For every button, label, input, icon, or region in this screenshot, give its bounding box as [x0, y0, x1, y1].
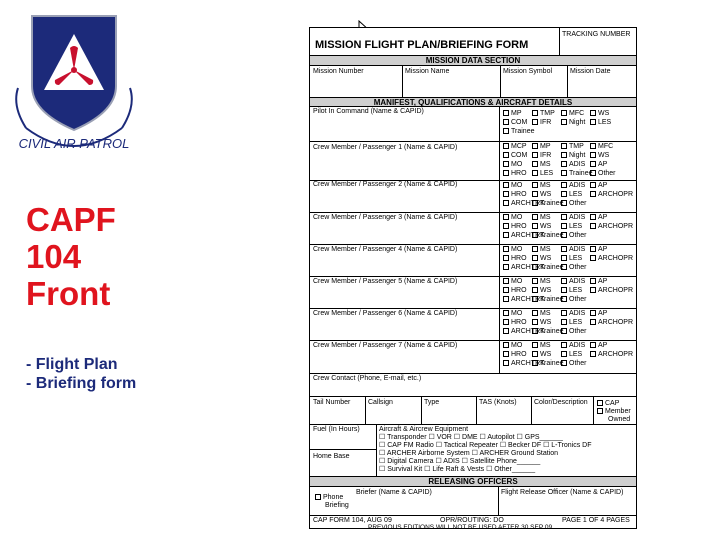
qualification-checkboxes [502, 142, 616, 178]
qualification-label: HRO [511, 223, 527, 230]
qualification-label: IFR [540, 152, 552, 159]
checkbox-icon[interactable] [503, 296, 509, 302]
qualification-checkboxes [502, 213, 633, 240]
qualification-label: ARCHTRK [511, 296, 545, 303]
qualification-label: Night [569, 119, 586, 126]
equipment-row: ☐ ARCHER Airborne System ☐ ARCHER Ground Station [379, 450, 559, 457]
qualification-label: ADIS [569, 278, 586, 285]
manifest-section-header: MANIFEST, QUALIFICATIONS & AIRCRAFT DETAILS [310, 97, 636, 107]
tracking-number-label: TRACKING NUMBER [562, 31, 631, 38]
qualification-label: ARCHOPR [598, 191, 634, 198]
mission-symbol-label: Mission Symbol [503, 68, 553, 75]
qualification-label: ARCHOPR [598, 255, 634, 262]
civil-air-patrol-logo [8, 8, 140, 160]
qualification-label: Other [569, 360, 587, 367]
qualification-label: MO [511, 246, 523, 253]
qualification-row [502, 231, 633, 240]
qualification-label: MS [540, 246, 551, 253]
qualification-label: ARCHTRK [511, 232, 545, 239]
qualification-label: ADIS [569, 246, 586, 253]
qualification-label: LES [569, 287, 583, 294]
qualification-label: TMP [569, 143, 584, 150]
checkbox-icon[interactable] [561, 200, 567, 206]
qualification-label: Other [569, 328, 587, 335]
qualification-label: MFC [569, 110, 585, 117]
checkbox-icon[interactable] [597, 408, 603, 414]
qualification-label: ARCHOPR [598, 223, 634, 230]
checkbox-icon[interactable] [561, 119, 567, 125]
qualification-label: LES [598, 119, 612, 126]
qualification-row [502, 169, 616, 178]
checkbox-icon[interactable] [532, 296, 538, 302]
form-title: MISSION FLIGHT PLAN/BRIEFING FORM [315, 39, 529, 51]
qualification-label: COM [511, 152, 528, 159]
checkbox-icon[interactable] [590, 278, 596, 284]
crew-label: Crew Member / Passenger 5 (Name & CAPID) [313, 278, 458, 285]
qualification-label: HRO [511, 351, 527, 358]
qualification-label: MCP [511, 143, 527, 150]
qualification-row [502, 190, 633, 199]
checkbox-icon[interactable] [503, 128, 509, 134]
qualification-label: ADIS [569, 161, 586, 168]
mission-data-section-header: MISSION DATA SECTION [310, 55, 636, 66]
qualification-checkboxes [502, 245, 633, 272]
qualification-label: TMP [540, 110, 555, 117]
checkbox-icon[interactable] [532, 255, 538, 261]
qualification-label: MS [540, 310, 551, 317]
checkbox-icon[interactable] [503, 223, 509, 229]
checkbox-icon[interactable] [561, 319, 567, 325]
qualification-label: AP [598, 182, 608, 189]
qualification-label: LES [569, 255, 583, 262]
qualification-row [502, 181, 633, 190]
qualification-label: WS [540, 223, 552, 230]
qualification-row [502, 118, 611, 127]
checkbox-icon[interactable] [561, 232, 567, 238]
checkbox-icon[interactable] [503, 319, 509, 325]
checkbox-icon[interactable] [590, 170, 596, 176]
checkbox-icon[interactable] [503, 161, 509, 167]
checkbox-icon[interactable] [590, 214, 596, 220]
crew-contact-label: Crew Contact (Phone, E-mail, etc.) [313, 375, 422, 382]
qualification-checkboxes [502, 341, 633, 368]
qualification-row [502, 263, 633, 272]
qualification-label: ARCHOPR [598, 351, 634, 358]
qualification-label: MS [540, 161, 551, 168]
releasing-officers-header: RELEASING OFFICERS [310, 476, 636, 487]
checkbox-icon[interactable] [532, 161, 538, 167]
qualification-label: Other [598, 170, 616, 177]
checkbox-icon[interactable] [561, 223, 567, 229]
qualification-row [502, 286, 633, 295]
checkbox-icon[interactable] [532, 246, 538, 252]
checkbox-icon[interactable] [561, 310, 567, 316]
qualification-label: Trainee [540, 232, 564, 239]
qualification-label: AP [598, 161, 608, 168]
qualification-label: MS [540, 214, 551, 221]
checkbox-icon[interactable] [503, 200, 509, 206]
opr-routing: OPR/ROUTING: DO [440, 517, 504, 524]
qualification-label: LES [569, 319, 583, 326]
crew-label: Crew Member / Passenger 6 (Name & CAPID) [313, 310, 458, 317]
checkbox-icon[interactable] [590, 246, 596, 252]
mission-name-label: Mission Name [405, 68, 450, 75]
checkbox-icon[interactable] [561, 182, 567, 188]
briefer-label: Briefer (Name & CAPID) [356, 489, 432, 496]
checkbox-icon[interactable] [590, 143, 596, 149]
qualification-label: LES [569, 223, 583, 230]
qualification-label: MO [511, 214, 523, 221]
checkbox-icon[interactable] [561, 214, 567, 220]
qualification-label: ARCHOPR [598, 319, 634, 326]
checkbox-icon[interactable] [503, 360, 509, 366]
checkbox-icon[interactable] [532, 360, 538, 366]
tas-label: TAS (Knots) [479, 399, 517, 406]
qualification-label: Other [569, 264, 587, 271]
fuel-label: Fuel (In Hours) [313, 426, 360, 433]
form-number: CAP FORM 104, AUG 09 [313, 517, 392, 524]
checkbox-icon[interactable] [532, 264, 538, 270]
qualification-row [502, 309, 633, 318]
qualification-label: AP [598, 342, 608, 349]
checkbox-icon[interactable] [532, 191, 538, 197]
qualification-label: Other [569, 232, 587, 239]
previous-editions-note: PREVIOUS EDITIONS WILL NOT BE USED AFTER 30 SEP 09 [368, 524, 553, 531]
qualification-label: MO [511, 182, 523, 189]
qualification-checkboxes [502, 309, 633, 336]
checkbox-icon[interactable] [561, 161, 567, 167]
bullet-item: - Flight Plan [26, 356, 118, 373]
qualification-label: AP [598, 310, 608, 317]
mission-number-label: Mission Number [313, 68, 364, 75]
qualification-row [502, 341, 633, 350]
qualification-label: LES [540, 170, 554, 177]
qualification-label: Trainee [540, 264, 564, 271]
qualification-checkboxes [502, 277, 633, 304]
qualification-label: MO [511, 161, 523, 168]
equipment-row: ☐ Survival Kit ☐ Life Raft & Vests ☐ Other______ [379, 466, 536, 473]
checkbox-icon[interactable] [532, 214, 538, 220]
checkbox-icon[interactable] [561, 342, 567, 348]
checkbox-icon[interactable] [561, 296, 567, 302]
crew-label: Crew Member / Passenger 1 (Name & CAPID) [313, 144, 458, 151]
qualification-row [502, 199, 633, 208]
checkbox-icon[interactable] [561, 351, 567, 357]
bullet-item: - Briefing form [26, 375, 137, 392]
checkbox-icon[interactable] [590, 255, 596, 261]
qualification-row [502, 359, 633, 368]
qualification-row [502, 295, 633, 304]
checkbox-icon[interactable] [561, 255, 567, 261]
checkbox-icon[interactable] [532, 287, 538, 293]
equipment-row: ☐ CAP FM Radio ☐ Tactical Repeater ☐ Becker DF ☐ L-Tronics DF [379, 442, 592, 449]
qualification-row [502, 160, 616, 169]
checkbox-icon[interactable] [561, 170, 567, 176]
qualification-label: HRO [511, 319, 527, 326]
qualification-row [502, 350, 633, 359]
cap-label: CAP [605, 400, 620, 407]
qualification-label: Other [569, 296, 587, 303]
qualification-label: WS [540, 255, 552, 262]
checkbox-icon[interactable] [590, 161, 596, 167]
qualification-label: AP [598, 246, 608, 253]
checkbox-icon[interactable] [315, 494, 321, 500]
checkbox-icon[interactable] [503, 182, 509, 188]
checkbox-icon[interactable] [532, 319, 538, 325]
qualification-row [502, 142, 616, 151]
checkbox-icon[interactable] [590, 182, 596, 188]
qualification-label: LES [569, 351, 583, 358]
qualification-label: MP [511, 110, 522, 117]
title-line: Front [26, 274, 111, 312]
checkbox-icon[interactable] [532, 200, 538, 206]
checkbox-icon[interactable] [503, 110, 509, 116]
tail-number-label: Tail Number [313, 399, 351, 406]
title-line: CAPF [26, 201, 116, 238]
qualification-label: MS [540, 342, 551, 349]
qualification-label: MS [540, 278, 551, 285]
crew-label: Crew Member / Passenger 2 (Name & CAPID) [313, 181, 458, 188]
qualification-row [502, 213, 633, 222]
checkbox-icon[interactable] [590, 310, 596, 316]
checkbox-icon[interactable] [503, 191, 509, 197]
checkbox-icon[interactable] [561, 287, 567, 293]
capf-104-form [309, 27, 637, 529]
color-description-label: Color/Description [534, 399, 588, 406]
checkbox-icon[interactable] [503, 328, 509, 334]
qualification-row [502, 254, 633, 263]
qualification-label: ARCHTRK [511, 200, 545, 207]
qualification-label: LES [569, 191, 583, 198]
briefing-label: Briefing [325, 502, 349, 509]
qualification-label: MS [540, 182, 551, 189]
checkbox-icon[interactable] [532, 342, 538, 348]
cap-member-owned [596, 400, 631, 424]
qualification-row [502, 127, 611, 136]
checkbox-icon[interactable] [590, 351, 596, 357]
qualification-label: MP [540, 143, 551, 150]
qualification-label: HRO [511, 287, 527, 294]
release-officer-label: Flight Release Officer (Name & CAPID) [501, 489, 624, 496]
phone-label: Phone [323, 494, 344, 501]
qualification-row [502, 222, 633, 231]
checkbox-icon[interactable] [503, 119, 509, 125]
checkbox-icon[interactable] [532, 278, 538, 284]
checkbox-icon[interactable] [532, 182, 538, 188]
qualification-label: WS [598, 110, 610, 117]
checkbox-icon[interactable] [597, 400, 603, 406]
qualification-label: ADIS [569, 182, 586, 189]
checkbox-icon[interactable] [590, 342, 596, 348]
qualification-label: HRO [511, 255, 527, 262]
phone-briefing [314, 494, 349, 510]
checkbox-icon[interactable] [590, 191, 596, 197]
qualification-label: Trainee [511, 128, 535, 135]
checkbox-icon[interactable] [503, 342, 509, 348]
qualification-label: Other [569, 200, 587, 207]
qualification-label: MFC [598, 143, 614, 150]
qualification-label: ARCHTRK [511, 328, 545, 335]
qualification-label: Trainee [569, 170, 593, 177]
checkbox-icon[interactable] [590, 287, 596, 293]
checkbox-icon[interactable] [561, 152, 567, 158]
mission-date-label: Mission Date [570, 68, 611, 75]
qualification-label: HRO [511, 170, 527, 177]
qualification-checkboxes [502, 109, 611, 136]
qualification-label: COM [511, 119, 528, 126]
checkbox-icon[interactable] [532, 119, 538, 125]
bullet-list [26, 355, 136, 393]
home-base-label: Home Base [313, 453, 350, 460]
title-line: 104 [26, 237, 82, 275]
qualification-label: AP [598, 214, 608, 221]
checkbox-icon[interactable] [561, 328, 567, 334]
qualification-row [502, 277, 633, 286]
checkbox-icon[interactable] [561, 246, 567, 252]
qualification-checkboxes [502, 181, 633, 208]
checkbox-icon[interactable] [503, 232, 509, 238]
qualification-label: ADIS [569, 214, 586, 221]
checkbox-icon[interactable] [503, 170, 509, 176]
qualification-label: HRO [511, 191, 527, 198]
qualification-row [502, 245, 633, 254]
checkbox-icon[interactable] [503, 310, 509, 316]
checkbox-icon[interactable] [532, 328, 538, 334]
type-label: Type [424, 399, 440, 406]
page-count: PAGE 1 OF 4 PAGES [562, 517, 630, 524]
owned-label: Owned [608, 416, 631, 423]
checkbox-icon[interactable] [561, 110, 567, 116]
crew-label: Crew Member / Passenger 7 (Name & CAPID) [313, 342, 458, 349]
checkbox-icon[interactable] [532, 232, 538, 238]
checkbox-icon[interactable] [503, 264, 509, 270]
qualification-row [502, 327, 633, 336]
checkbox-icon[interactable] [590, 319, 596, 325]
qualification-label: WS [540, 287, 552, 294]
qualification-label: Trainee [540, 200, 564, 207]
checkbox-icon[interactable] [590, 223, 596, 229]
qualification-label: Night [569, 152, 586, 159]
qualification-label: MO [511, 342, 523, 349]
qualification-label: ARCHTRK [511, 264, 545, 271]
checkbox-icon[interactable] [532, 110, 538, 116]
slide-title [26, 202, 186, 313]
qualification-label: MO [511, 310, 523, 317]
qualification-label: WS [540, 191, 552, 198]
checkbox-icon[interactable] [561, 143, 567, 149]
qualification-label: ARCHTRK [511, 360, 545, 367]
crew-label: Crew Member / Passenger 3 (Name & CAPID) [313, 214, 458, 221]
checkbox-icon[interactable] [532, 143, 538, 149]
equipment-row: ☐ Transponder ☐ VOR ☐ DME ☐ Autopilot ☐ GPS______ [379, 434, 563, 441]
qualification-row [502, 151, 616, 160]
qualification-row [502, 109, 611, 118]
qualification-label: Trainee [540, 360, 564, 367]
checkbox-icon[interactable] [503, 152, 509, 158]
checkbox-icon[interactable] [590, 119, 596, 125]
checkbox-icon[interactable] [532, 170, 538, 176]
qualification-label: Trainee [540, 328, 564, 335]
checkbox-icon[interactable] [503, 255, 509, 261]
qualification-label: ADIS [569, 342, 586, 349]
checkbox-icon[interactable] [561, 191, 567, 197]
checkbox-icon[interactable] [532, 152, 538, 158]
qualification-label: Trainee [540, 296, 564, 303]
checkbox-icon[interactable] [503, 143, 509, 149]
logo-lettering: CIVIL AIR PATROL [18, 136, 130, 151]
checkbox-icon[interactable] [532, 223, 538, 229]
qualification-label: WS [598, 152, 610, 159]
qualification-label: WS [540, 319, 552, 326]
equipment-row: ☐ Digital Camera ☐ ADIS ☐ Satellite Phone______ [379, 458, 541, 465]
checkbox-icon[interactable] [590, 110, 596, 116]
checkbox-icon[interactable] [561, 360, 567, 366]
qualification-label: IFR [540, 119, 552, 126]
checkbox-icon[interactable] [561, 264, 567, 270]
checkbox-icon[interactable] [561, 278, 567, 284]
checkbox-icon[interactable] [503, 246, 509, 252]
qualification-label: ARCHOPR [598, 287, 634, 294]
crew-label: Crew Member / Passenger 4 (Name & CAPID) [313, 246, 458, 253]
callsign-label: Callsign [368, 399, 393, 406]
checkbox-icon[interactable] [532, 351, 538, 357]
qualification-label: ADIS [569, 310, 586, 317]
qualification-label: AP [598, 278, 608, 285]
equipment-title: Aircraft & Aircrew Equipment [379, 426, 469, 433]
checkbox-icon[interactable] [532, 310, 538, 316]
crew-label: Pilot In Command (Name & CAPID) [313, 108, 424, 115]
qualification-label: WS [540, 351, 552, 358]
qualification-row [502, 318, 633, 327]
member-label: Member [605, 408, 631, 415]
checkbox-icon[interactable] [503, 287, 509, 293]
checkbox-icon[interactable] [503, 278, 509, 284]
qualification-label: MO [511, 278, 523, 285]
checkbox-icon[interactable] [503, 351, 509, 357]
checkbox-icon[interactable] [590, 152, 596, 158]
checkbox-icon[interactable] [503, 214, 509, 220]
